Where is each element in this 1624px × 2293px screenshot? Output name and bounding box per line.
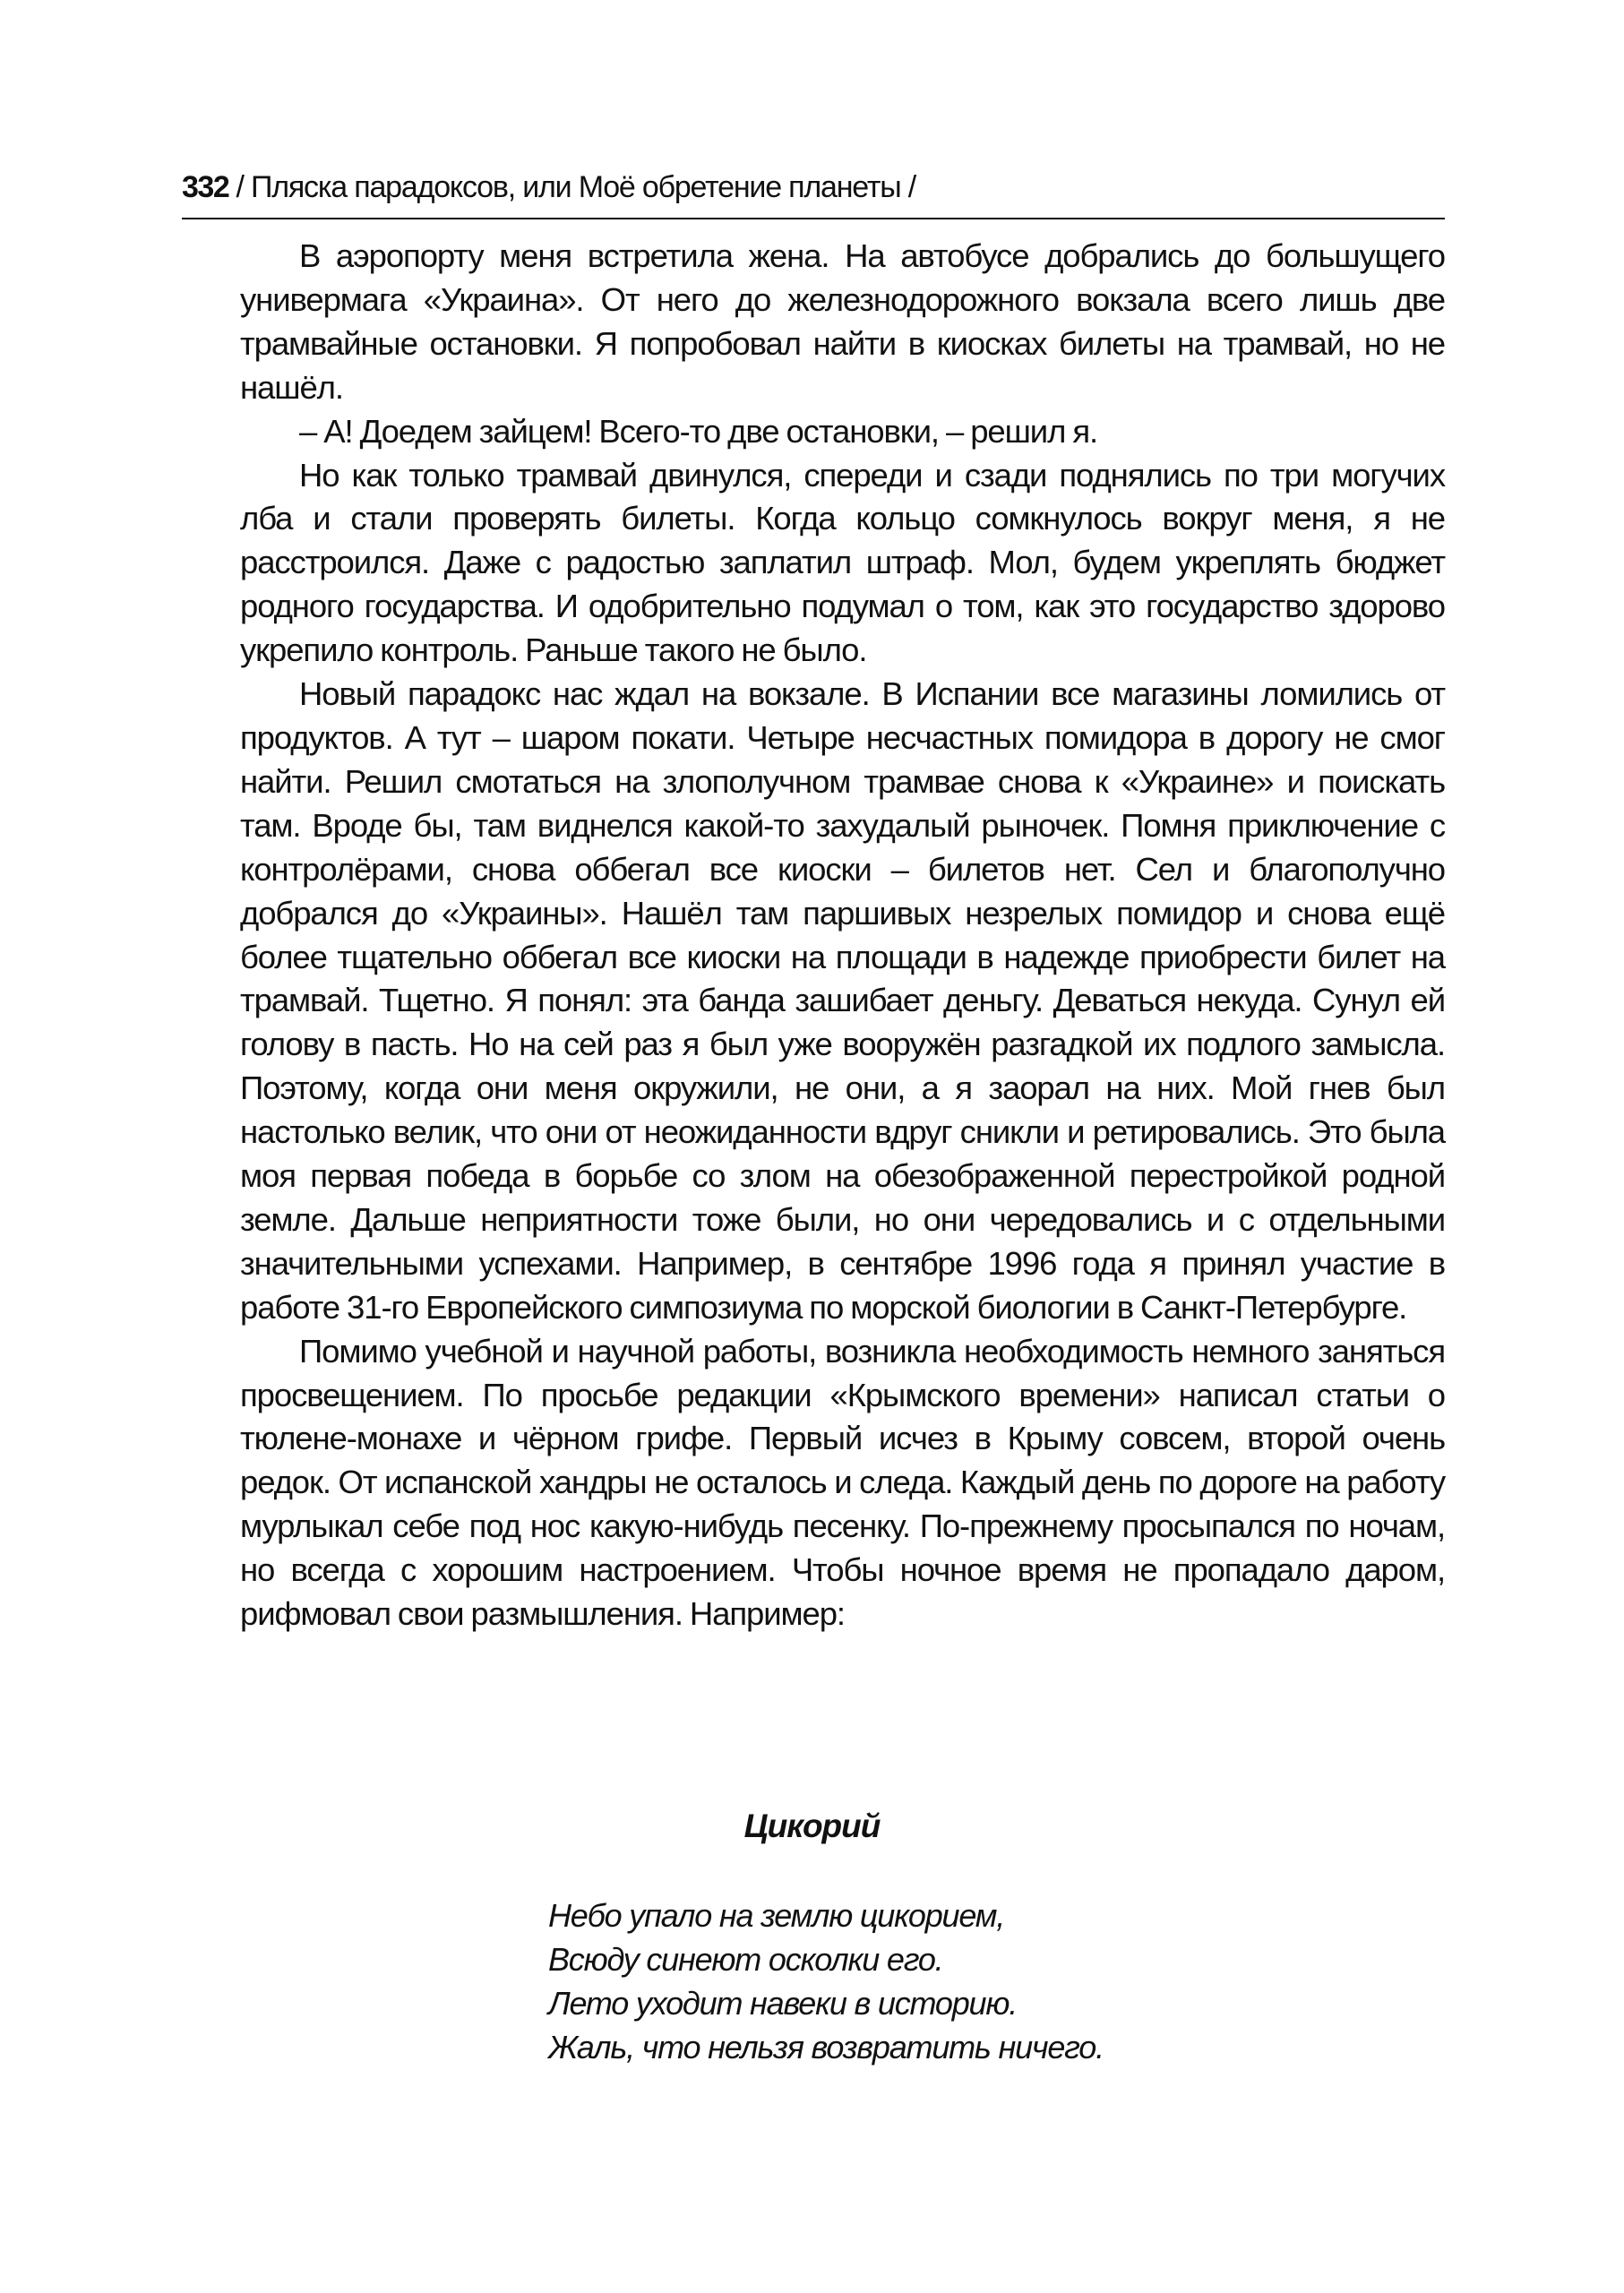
paragraph: В аэропорту меня встретила жена. На автобусе добрались до большущего универмага «Украина». От него до железнодорожного вокзала всего лишь две трамвайные остановки. Я попробовал найти в киосках билеты на трамвай, но не нашёл.	[240, 237, 1445, 406]
running-header	[182, 168, 1445, 206]
paragraph: Новый парадокс нас ждал на вокзале. В Испании все магазины ломились от продуктов. А тут – шаром покати. Четыре несчастных помидора в дорогу не смог найти. Решил смотаться на злополучном трамвае снова к «Украине» и поискать там. Вроде бы, там виднелся какой-то захудалый рыночек. Помня приключение с контролёрами, снова оббегал все киоски – билетов нет. Сел и благополучно добрался до «Украины». Нашёл там паршивых незрелых помидор и снова ещё более тщательно оббегал все киоски на площади в надежде приобрести билет на трамвай. Тщетно. Я понял: эта банда зашибает деньгу. Деваться некуда. Сунул ей голову в пасть. Но на сей раз я был уже вооружён разгадкой их подлого замысла. Поэтому, когда они меня окружили, не они, а я заорал на них. Мой гнев был настолько велик, что они от неожиданности вдруг сникли и ретировались. Это была моя первая победа в борьбе со злом на обезображенной перестройкой родной земле. Дальше неприятности тоже были, но они чередовались и с отдельными значительными успехами. Например, в сентябре 1996 года я принял участие в работе 31-го Европейского симпозиума по морской биологии в Санкт-Петербурге.	[240, 675, 1445, 1326]
page-number: 332	[182, 170, 229, 204]
poem-line: Лето уходит навеки в историю.	[548, 1985, 1018, 2022]
body-text	[240, 235, 1445, 1636]
paragraph: – А! Доедем зайцем! Всего-то две остановки, – решил я.	[299, 412, 1098, 450]
header-rule	[182, 218, 1445, 219]
paragraph: Но как только трамвай двинулся, спереди и сзади поднялись по три могучих лба и стали проверять билеты. Когда кольцо сомкнулось вокруг меня, я не расстроился. Даже с радостью заплатил штраф. Мол, будем укреплять бюджет родного государства. И одобрительно подумал о том, как это государство здорово укрепило контроль. Раньше такого не было.	[240, 456, 1445, 669]
poem-title: Цикорий	[743, 1808, 881, 1844]
paragraph: Помимо учебной и научной работы, возникла необходимость немного заняться просвещением. По просьбе редакции «Крымского времени» написал статьи о тюлене-монахе и чёрном грифе. Первый исчез в Крыму совсем, второй очень редок. От испанской хандры не осталось и следа. Каждый день по дороге на работу мурлыкал себе под нос какую-нибудь песенку. По-прежнему просыпался по ночам, но всегда с хорошим настроением. Чтобы ночное время не пропадало даром, рифмовал свои размышления. Например:	[240, 1332, 1445, 1633]
poem-line: Жаль, что нельзя возвратить ничего.	[548, 2029, 1104, 2065]
poem-line: Небо упало на землю цикорием,	[548, 1897, 1005, 1934]
poem	[548, 1894, 1104, 2069]
running-title: / Пляска парадоксов, или Моё обретение планеты /	[228, 170, 915, 204]
poem-line: Всюду синеют осколки его.	[548, 1941, 943, 1978]
